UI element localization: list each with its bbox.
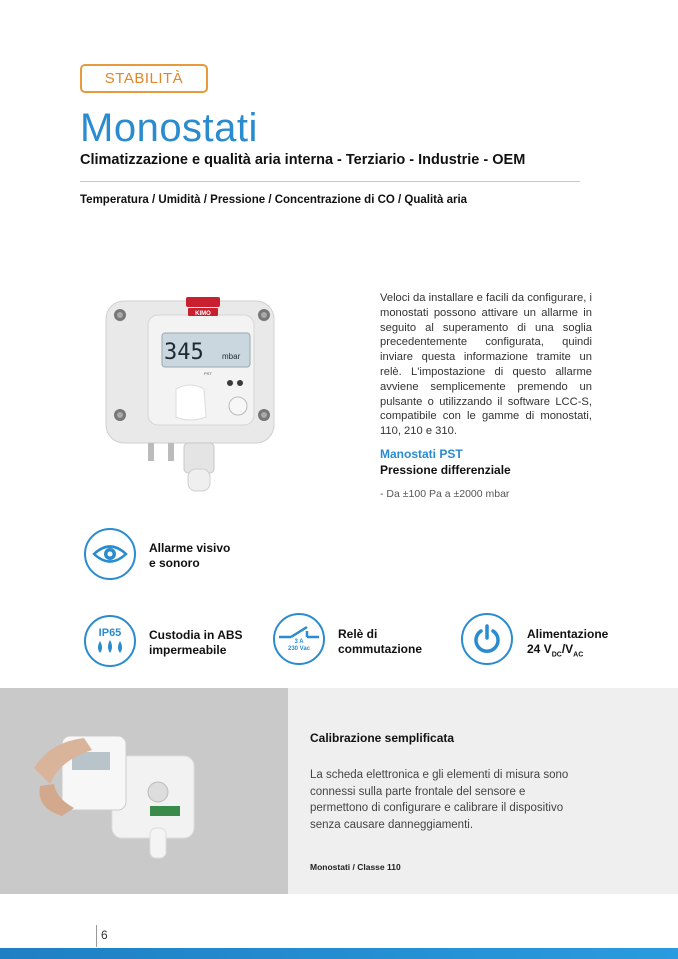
relay-rating2: 230 Vac	[287, 646, 311, 652]
relay-rating1: 3 A	[294, 639, 304, 645]
power-line1: Alimentazione	[527, 627, 609, 641]
divider	[80, 181, 580, 182]
alarm-feature-icon	[84, 528, 136, 580]
relay-line2: commutazione	[338, 642, 423, 656]
housing-feature-label	[149, 628, 243, 658]
housing-feature-icon	[84, 615, 136, 667]
switch-icon	[279, 625, 319, 639]
water-drops-icon	[95, 639, 125, 655]
model-type: Pressione differenziale	[380, 463, 511, 477]
device-unit: mbar	[222, 352, 241, 361]
page-number: 6	[101, 928, 108, 942]
alarm-line2: e sonoro	[149, 556, 200, 570]
calibration-text: La scheda elettronica e gli elementi di misura sono connessi sulla parte frontale del sensore e permettono di configurare e calibrare il dispositivo senza causare danneggiamenti.	[310, 769, 569, 831]
model-name: Manostati PST	[380, 447, 463, 461]
page-number-divider	[96, 925, 97, 947]
relay-feature-icon	[273, 613, 325, 665]
power-feature-icon	[461, 613, 513, 665]
product-description: Veloci da installare e facili da configurare, i monostati possono attivare un allarme in seguito al superamento di una soglia precedentemente configurata, quindi inviare questa informazione tramite un relè. L'impostazione di questo allarme avviene semplicemente premendo un pulsante o utilizzando il software LCC-S, compatibile con le gamme di monostati, 110, 210 e 310.	[380, 292, 592, 438]
housing-line2: impermeabile	[149, 643, 227, 657]
alarm-feature-label	[149, 541, 230, 571]
category-badge: STABILITÀ	[80, 64, 208, 93]
calibration-photo	[0, 688, 288, 894]
housing-line1: Custodia in ABS	[149, 628, 243, 642]
relay-feature-label	[338, 627, 422, 657]
relay-line1: Relè di	[338, 627, 378, 641]
power-icon	[472, 624, 502, 654]
device-reading: 345	[164, 340, 204, 365]
alarm-line1: Allarme visivo	[149, 541, 231, 555]
measurement-tags: Temperatura / Umidità / Pressione / Concentrazione di CO / Qualità aria	[80, 194, 468, 206]
device-brand: KIMO	[195, 311, 211, 317]
device-image	[100, 293, 280, 498]
page-title: Monostati	[80, 106, 258, 150]
eye-icon	[92, 543, 128, 565]
power-feature-label	[527, 627, 608, 662]
page-subtitle: Climatizzazione e qualità aria interna - Terziario - Industrie - OEM	[80, 152, 526, 168]
measurement-range: - Da ±100 Pa a ±2000 mbar	[380, 488, 510, 500]
power-line2: 24 $V_{DC}/V_{AC}$	[527, 642, 584, 659]
calibration-caption: Monostati / Classe 110	[310, 862, 401, 872]
ip65-label: IP65	[98, 627, 122, 639]
device-model: PST	[204, 371, 212, 376]
footer-bar	[0, 948, 678, 959]
calibration-title: Calibrazione semplificata	[310, 731, 455, 745]
